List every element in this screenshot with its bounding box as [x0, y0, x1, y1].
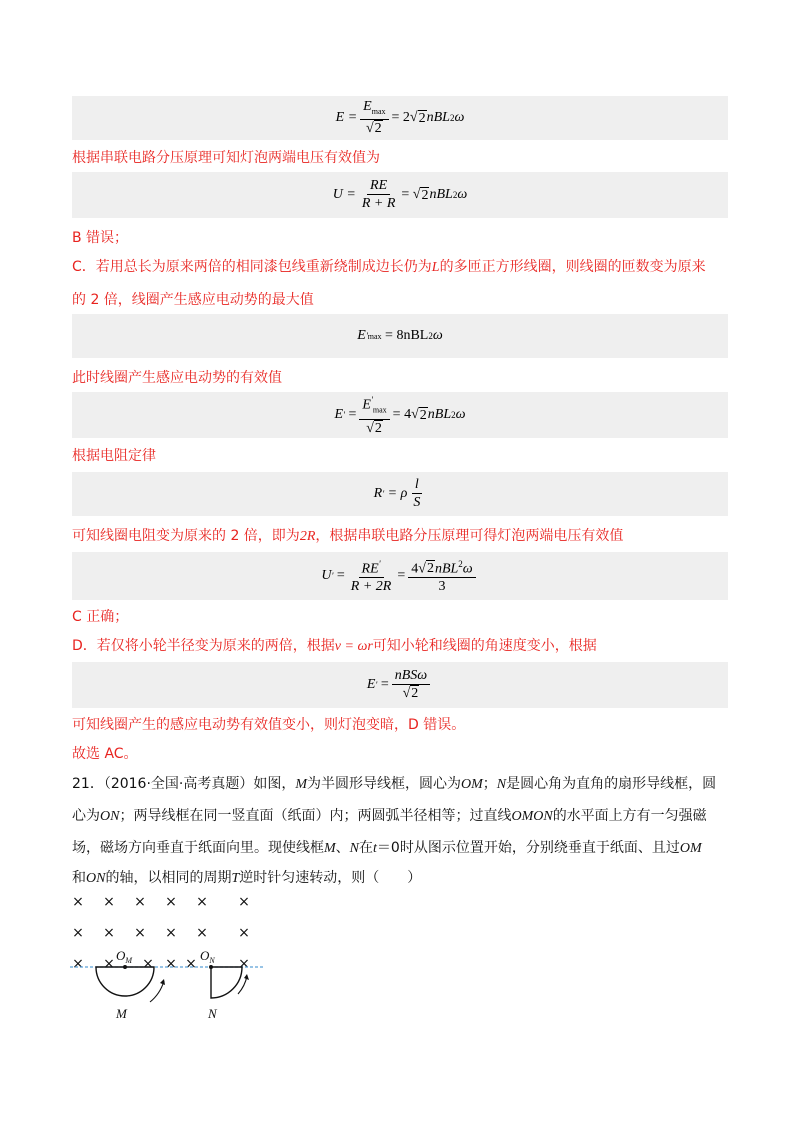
magnetic-field-figure — [68, 888, 278, 1024]
cross-mark: × — [103, 956, 115, 972]
question-line-1: 21．（2016·全国·高考真题）如图，M为半圆形导线框，圆心为OM；N是圆心角为直角的扇形导线框，圆 — [72, 776, 717, 792]
label-N: N — [208, 1006, 217, 1021]
question-line-3: 场，磁场方向垂直于纸面向里。现使线框M、N在t＝0时从图示位置开始，分别绕垂直于纸面、且过OM — [72, 840, 702, 856]
cross-mark: × — [238, 894, 250, 910]
question-line-4: 和ON的轴，以相同的周期T逆时针匀速转动，则（ ） — [72, 870, 422, 886]
pivot-OM — [123, 965, 127, 969]
cross-mark: × — [72, 925, 84, 941]
text-line-3: C．若用总长为原来两倍的相同漆包线重新绕制成边长仍为L的多匝正方形线圈，则线圈的匝数变为原来 — [72, 259, 706, 275]
question-line-2: 心为ON；两导线框在同一竖直面（纸面）内；两圆弧半径相等；过直线OMON的水平面上方有一匀强磁 — [72, 808, 707, 824]
label-OM: $O_M$ — [116, 948, 133, 965]
cross-mark: × — [72, 894, 84, 910]
pivot-ON — [209, 965, 213, 969]
label-ON: $O_N$ — [200, 948, 215, 965]
text-line-11: 故选 AC。 — [72, 746, 138, 762]
formula-box-5: R ' = ρ $\frac{l}{S}$ — [72, 472, 728, 516]
cross-mark: × — [196, 925, 208, 941]
text-line-7: 可知线圈电阻变为原来的 2 倍，即为2R，根据串联电路分压原理可得灯泡两端电压有效值 — [72, 528, 624, 544]
cross-mark: × — [165, 925, 177, 941]
formula-box-3: E ' max = 8nBL 2 ω — [72, 314, 728, 358]
text-line-9: D．若仅将小轮半径变为原来的两倍，根据v = ωr可知小轮和线圈的角速度变小，根据 — [72, 638, 597, 654]
cross-mark: × — [185, 956, 197, 972]
formula-box-6: U ' = $\frac{RE'}{R + 2R}$ = $\frac{4√2nBL^2\omega}{3}$ — [72, 552, 728, 600]
text-line-4: 的 2 倍，线圈产生感应电动势的最大值 — [72, 292, 314, 308]
text-line-1: 根据串联电路分压原理可知灯泡两端电压有效值为 — [72, 150, 380, 166]
cross-mark: × — [103, 925, 115, 941]
text-line-6: 根据电阻定律 — [72, 448, 156, 464]
formula-box-1: E = $\frac{E_{max}}{√2}$ = 2 √ 2 nBL 2 ω — [72, 96, 728, 140]
cross-mark: × — [142, 956, 154, 972]
text-line-10: 可知线圈产生的感应电动势有效值变小，则灯泡变暗，D 错误。 — [72, 717, 466, 733]
cross-mark: × — [165, 894, 177, 910]
text-line-8: C 正确； — [72, 609, 129, 625]
cross-mark: × — [134, 894, 146, 910]
cross-mark: × — [238, 925, 250, 941]
field-crosses — [72, 894, 250, 972]
cross-mark: × — [103, 894, 115, 910]
cross-mark: × — [165, 956, 177, 972]
text-line-2: B 错误； — [72, 230, 129, 246]
label-M: M — [116, 1006, 127, 1021]
cross-mark: × — [134, 925, 146, 941]
formula-box-2: U = $\frac{RE}{R + R}$ = √ 2 nBL 2 ω — [72, 172, 728, 218]
cross-mark: × — [238, 956, 250, 972]
formula-box-4: E ' = $\frac{E'_{max}}{√2}$ = 4 √ 2 nBL 2 ω — [72, 392, 728, 438]
cross-mark: × — [196, 894, 208, 910]
rotation-arrow-M — [150, 981, 164, 1002]
cross-mark: × — [72, 956, 84, 972]
formula-box-7: E ' = $\frac{\text{nBSω}}{√2}$ — [72, 662, 728, 708]
text-line-5: 此时线圈产生感应电动势的有效值 — [72, 370, 282, 386]
